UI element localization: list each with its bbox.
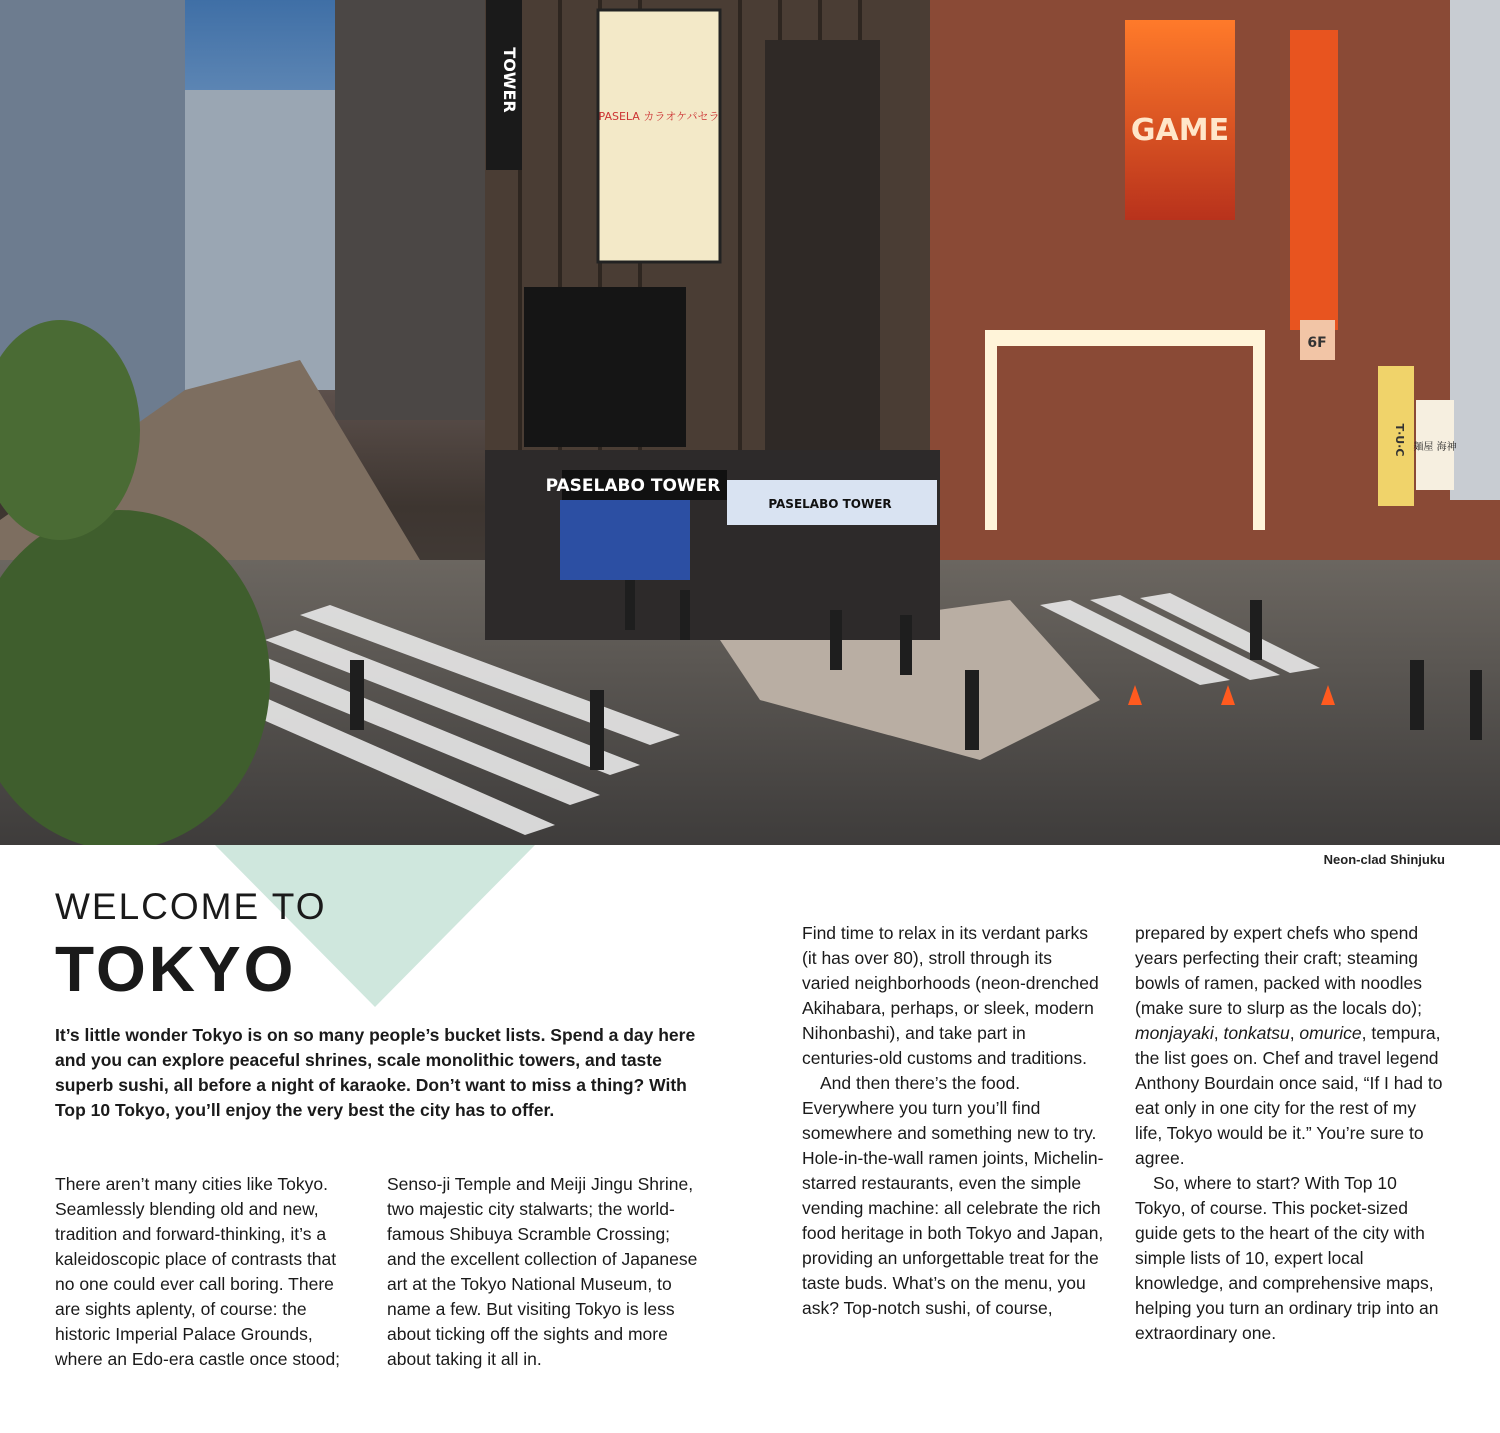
- photo-caption: Neon-clad Shinjuku: [1323, 852, 1445, 867]
- dish-name: monjayaki: [1135, 1023, 1214, 1043]
- page-title: TOKYO: [55, 933, 297, 1005]
- dish-name: omurice: [1299, 1023, 1362, 1043]
- text-span: ,: [1213, 1023, 1224, 1043]
- sign-ramen: 麺屋 海神: [1413, 442, 1457, 453]
- text-span: ,: [1289, 1023, 1300, 1043]
- dish-name: tonkatsu: [1223, 1023, 1290, 1043]
- paragraph: [1135, 921, 1445, 1171]
- sign-tower-vertical: TOWER: [500, 47, 519, 113]
- sign-6f: 6F: [1307, 335, 1327, 351]
- sign-tuc: T·U·C: [1393, 423, 1406, 457]
- billboard-pasela: PASELA カラオケパセラ: [598, 110, 720, 123]
- body-column-4: [1135, 921, 1445, 1346]
- sign-paselabo-tower-storefront: PASELABO TOWER: [768, 497, 892, 511]
- heading-kicker: WELCOME TO: [55, 886, 327, 927]
- paragraph: Find time to relax in its verdant parks (it has over 80), stroll through its varied neighborhoods (neon-drenched Akihabara, perhaps, or sleek, modern Nihonbashi), and take part in centuries-old customs and traditions.: [802, 923, 1099, 1068]
- paragraph: There aren’t many cities like Tokyo. Seamlessly blending old and new, tradition and forward-thinking, it’s a kaleidoscopic place of contrasts that no one could ever call boring. There are sights aplenty, of course: the historic Imperial Palace Grounds, where an Edo-era castle once stood;: [55, 1174, 341, 1369]
- text-span: , tempura, the list goes on. Chef and travel legend Anthony Bourdain once said, “If I had to eat only in one city for the rest of my life, Tokyo would be it.” You’re sure to agree.: [1135, 1023, 1443, 1168]
- sign-game: GAME: [1130, 113, 1230, 148]
- body-column-1: [55, 1172, 360, 1372]
- paragraph: Senso-ji Temple and Meiji Jingu Shrine, two majestic city stalwarts; the world-famous Shibuya Scramble Crossing; and the excellent collection of Japanese art at the Tokyo National Museum, to name a few. But visiting Tokyo is less about ticking off the sights and more about taking it all in.: [387, 1174, 698, 1369]
- text-span: prepared by expert chefs who spend years perfecting their craft; steaming bowls of ramen, packed with noodles (make sure to slurp as the locals do);: [1135, 923, 1422, 1018]
- body-column-2: [387, 1172, 699, 1372]
- intro-paragraph: It’s little wonder Tokyo is on so many people’s bucket lists. Spend a day here and you can explore peaceful shrines, scale monolithic towers, and taste superb sushi, all before a night of karaoke. Don’t want to miss a thing? With Top 10 Tokyo, you’ll enjoy the very best the city has to offer.: [55, 1025, 696, 1120]
- body-column-3: [802, 921, 1104, 1321]
- sign-paselabo-tower: PASELABO TOWER: [545, 476, 721, 496]
- paragraph: And then there’s the food. Everywhere you turn you’ll find somewhere and something new to try. Hole-in-the-wall ramen joints, Michelin-starred restaurants, even the simple vending machine: all celebrate the rich food heritage in both Tokyo and Japan, providing an unforgettable treat for the taste buds. What’s on the menu, you ask? Top-notch sushi, of course,: [802, 1073, 1104, 1318]
- paragraph: So, where to start? With Top 10 Tokyo, of course. This pocket-sized guide gets to the heart of the city with simple lists of 10, expert local knowledge, and comprehensive maps, helping you turn an ordinary trip into an extraordinary one.: [1135, 1173, 1439, 1343]
